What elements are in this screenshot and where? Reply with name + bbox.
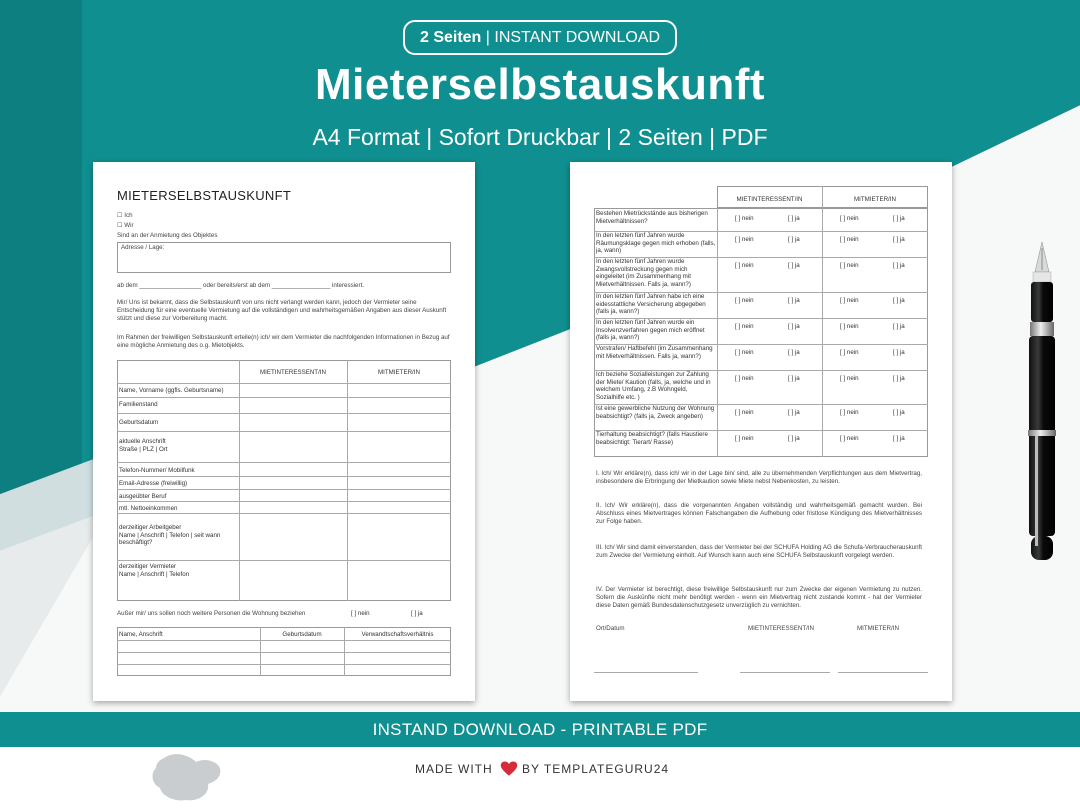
nein-checkbox[interactable]: [ ] nein [840, 375, 859, 382]
nein-checkbox[interactable]: [ ] nein [840, 323, 859, 330]
persons-col-name: Name, Anschrift [119, 631, 163, 638]
nein-checkbox[interactable]: [ ] nein [735, 297, 754, 304]
row-line [117, 664, 451, 665]
col-header-mitmieter: MITMIETER/IN [854, 196, 896, 203]
nein-checkbox[interactable]: [ ] nein [735, 375, 754, 382]
question-label: In den letzten fünf Jahren habe ich eine eidesstattliche Versicherung abgegeben (falls ja, wann?) [596, 293, 706, 315]
ja-checkbox[interactable]: [ ] ja [893, 409, 905, 416]
row-line [117, 383, 451, 384]
ja-checkbox[interactable]: [ ] ja [788, 236, 800, 243]
ja-checkbox[interactable]: [ ] ja [788, 409, 800, 416]
row-line [117, 640, 451, 641]
question-label: Ist eine gewerbliche Nutzung der Wohnung beabsichtigt? (falls ja, Zweck angeben) [596, 405, 715, 420]
fountain-pen-icon [1022, 240, 1062, 570]
date-line: ab dem __________________ oder bereits/erst ab dem _________________ interessiert. [117, 282, 365, 289]
form-page-2 [570, 162, 952, 701]
nein-checkbox[interactable]: [ ] nein [840, 215, 859, 222]
ja-checkbox[interactable]: [ ] ja [893, 215, 905, 222]
address-box [117, 242, 451, 273]
declaration-2: II. Ich/ Wir erkläre(n), dass die vorgenannten Angaben vollständig und wahrheitsgemäß gemacht wurden. Bei Abschluss eines Mietvertrages können Falschangaben die Aufhebung oder fristlose Kündigung des Mietverhältnisses zur Folge haben. [596, 502, 922, 525]
nein-checkbox[interactable]: [ ] nein [735, 409, 754, 416]
row-label: mtl. Nettoeinkommen [119, 505, 178, 512]
grey-blob-decoration [150, 752, 222, 804]
row-line [117, 489, 451, 490]
nein-checkbox[interactable]: [ ] nein [840, 262, 859, 269]
nein-checkbox[interactable]: [ ] nein [735, 215, 754, 222]
ja-checkbox[interactable]: [ ] ja [893, 349, 905, 356]
pages-badge [403, 20, 677, 55]
row-label: Telefon-Nummer/ Mobilfunk [119, 467, 195, 474]
product-subtitle: A4 Format | Sofort Druckbar | 2 Seiten | PDF [312, 124, 768, 150]
signature-date-label: Ort/Datum [596, 625, 625, 632]
form-page-1 [93, 162, 475, 701]
persons-col-relation: Verwandtschaftsverhältnis [361, 631, 434, 638]
persons-ja-checkbox[interactable]: [ ] ja [411, 610, 423, 617]
ja-checkbox[interactable]: [ ] ja [788, 215, 800, 222]
nein-checkbox[interactable]: [ ] nein [735, 236, 754, 243]
badge-bold: 2 Seiten [419, 29, 482, 46]
persons-col-birth: Geburtsdatum [282, 631, 322, 638]
ja-checkbox[interactable]: [ ] ja [893, 323, 905, 330]
nein-checkbox[interactable]: [ ] nein [840, 435, 859, 442]
declaration-1: I. Ich/ Wir erkläre(n), dass ich/ wir in der Lage bin/ sind, alle zu übernehmenden Verpflichtungen aus dem Mietvertrag, insbesondere die Erbringung der Mietkaution sowie Miete nebst Nebenkosten, zu leisten. [596, 470, 922, 485]
row-label: Geburtsdatum [119, 419, 159, 426]
ja-checkbox[interactable]: [ ] ja [893, 297, 905, 304]
signature-tenant-label: MIETINTERESSENT/IN [748, 625, 815, 632]
option-wir: ☐ Wir [117, 222, 134, 229]
row-line [117, 501, 451, 502]
signature-cotenant-label: MITMIETER/IN [857, 625, 899, 632]
declaration-3: III. Ich/ Wir sind damit einverstanden, dass der Vermieter bei der SCHUFA Holding AG die Schufa-Verbraucherauskunft zum Zwecke der Vermietung einholt. Auf Wunsch kann auch eine SCHUFA Selbstauskunft vorgelegt werden. [596, 544, 922, 559]
address-label: Adresse / Lage: [121, 244, 165, 251]
question-label: Bestehen Mietrückstände aus bisherigen Mietverhältnissen? [596, 210, 708, 225]
row-line [117, 462, 451, 463]
question-label: Vorstrafen/ Haftbefehl (im Zusammenhang mit Mietverhältnissen. Falls ja, wann?) [596, 345, 713, 360]
brand-text: BY TEMPLATEGURU24 [522, 762, 670, 776]
signature-line [594, 672, 698, 673]
row-line [117, 413, 451, 414]
info-paragraph: Im Rahmen der freiwilligen Selbstauskunft erteile(n) ich/ wir dem Vermieter die nachfolgenden Informationen in Bezug auf eine mögliche Anmietung des o.g. Mietobjekts. [117, 334, 450, 349]
declaration-4: IV. Der Vermieter ist berechtigt, diese freiwillige Selbstauskunft nur zum Zwecke der eigenen Vermietung zu nutzen. Sofern die Auskünfte nicht mehr benötigt werden - wenn ein Mietvertrag nicht zustande kommt - hat der Vermieter diese Daten gemäß Bundesdatenschutzgesetz unverzüglich zu vernichten. [596, 586, 922, 609]
col-header-mietinteressent: MIETINTERESSENT/IN [259, 369, 326, 376]
row-label: derzeitiger Vermieter Name | Anschrift | Telefon [119, 563, 190, 578]
table-divider [717, 208, 718, 457]
intro-paragraph: Mir/ Uns ist bekannt, dass die Selbstauskunft von uns nicht verlangt werden kann, jedoch der Vermieter seine Entscheidung für eine eventuelle Vermietung auf die vollständigen und wahrheitsgemäßen Angaben aus dieser Auskunft stützt und diese zur Vorbereitung macht. [117, 299, 447, 322]
row-line [117, 652, 451, 653]
question-label: Tierhaltung beabsichtigt? (falls Haustiere beabsichtigt: Tierart/ Rasse) [596, 431, 708, 446]
option-ich: ☐ Ich [117, 212, 133, 219]
nein-checkbox[interactable]: [ ] nein [735, 262, 754, 269]
nein-checkbox[interactable]: [ ] nein [840, 297, 859, 304]
row-line [117, 476, 451, 477]
question-label: Ich beziehe Sozialleistungen zur Zahlung der Miete/ Kaution (falls, ja, welche und in welchem Umfang, z.B Wohngeld, Sozialhilfe etc. ) [596, 371, 711, 401]
nein-checkbox[interactable]: [ ] nein [735, 323, 754, 330]
nein-checkbox[interactable]: [ ] nein [840, 349, 859, 356]
ja-checkbox[interactable]: [ ] ja [893, 262, 905, 269]
nein-checkbox[interactable]: [ ] nein [840, 236, 859, 243]
col-header-mitmieter: MITMIETER/IN [378, 369, 420, 376]
signature-line [740, 672, 830, 673]
ja-checkbox[interactable]: [ ] ja [893, 236, 905, 243]
product-title: Mieterselbstauskunft [314, 60, 766, 109]
persons-question: Außer mir/ uns sollen noch weitere Personen die Wohnung beziehen [117, 610, 306, 617]
made-with-text: MADE WITH [415, 762, 493, 776]
nein-checkbox[interactable]: [ ] nein [735, 349, 754, 356]
ja-checkbox[interactable]: [ ] ja [788, 375, 800, 382]
ja-checkbox[interactable]: [ ] ja [788, 297, 800, 304]
row-line [117, 397, 451, 398]
question-label: In den letzten fünf Jahren wurde Zwangsvollstreckung gegen mich eingeleitet (im Zusammenhang mit Mietverhältnissen. Falls ja, wann?) [596, 258, 691, 288]
row-line [117, 513, 451, 514]
ja-checkbox[interactable]: [ ] ja [893, 375, 905, 382]
row-label: Name, Vorname (ggfls. Geburtsname) [119, 387, 224, 394]
question-label: In den letzten fünf Jahren wurde ein Insolvenzverfahren gegen mich eröffnet (falls ja, wann?) [596, 319, 705, 341]
row-label: derzeitiger Arbeitgeber Name | Anschrift | Telefon | seit wann beschäftigt? [119, 524, 221, 546]
form-title: MIETERSELBSTAUSKUNFT [117, 188, 292, 203]
nein-checkbox[interactable]: [ ] nein [840, 409, 859, 416]
badge-text: | INSTANT DOWNLOAD [481, 29, 661, 46]
row-line [117, 431, 451, 432]
question-label: In den letzten fünf Jahren wurde Räumungsklage gegen mich erhoben (falls, ja, wann) [596, 232, 716, 254]
ja-checkbox[interactable]: [ ] ja [788, 323, 800, 330]
interest-line: Sind an der Anmietung des Objektes [117, 232, 218, 239]
ja-checkbox[interactable]: [ ] ja [788, 349, 800, 356]
nein-checkbox[interactable]: [ ] nein [735, 435, 754, 442]
download-banner: INSTAND DOWNLOAD - PRINTABLE PDF [0, 712, 1080, 747]
row-line [117, 560, 451, 561]
ja-checkbox[interactable]: [ ] ja [788, 435, 800, 442]
col-header-mietinteressent: MIETINTERESSENT/IN [736, 196, 803, 203]
persons-nein-checkbox[interactable]: [ ] nein [351, 610, 370, 617]
row-label: ausgeübter Beruf [119, 493, 167, 500]
row-label: aktuelle Anschrift Straße | PLZ | Ort [119, 438, 168, 453]
ja-checkbox[interactable]: [ ] ja [893, 435, 905, 442]
row-label: Familienstand [119, 401, 158, 408]
table-divider [822, 208, 823, 457]
signature-line [838, 672, 928, 673]
heart-icon [500, 760, 518, 778]
row-label: Email-Adresse (freiwillig) [119, 480, 188, 487]
ja-checkbox[interactable]: [ ] ja [788, 262, 800, 269]
